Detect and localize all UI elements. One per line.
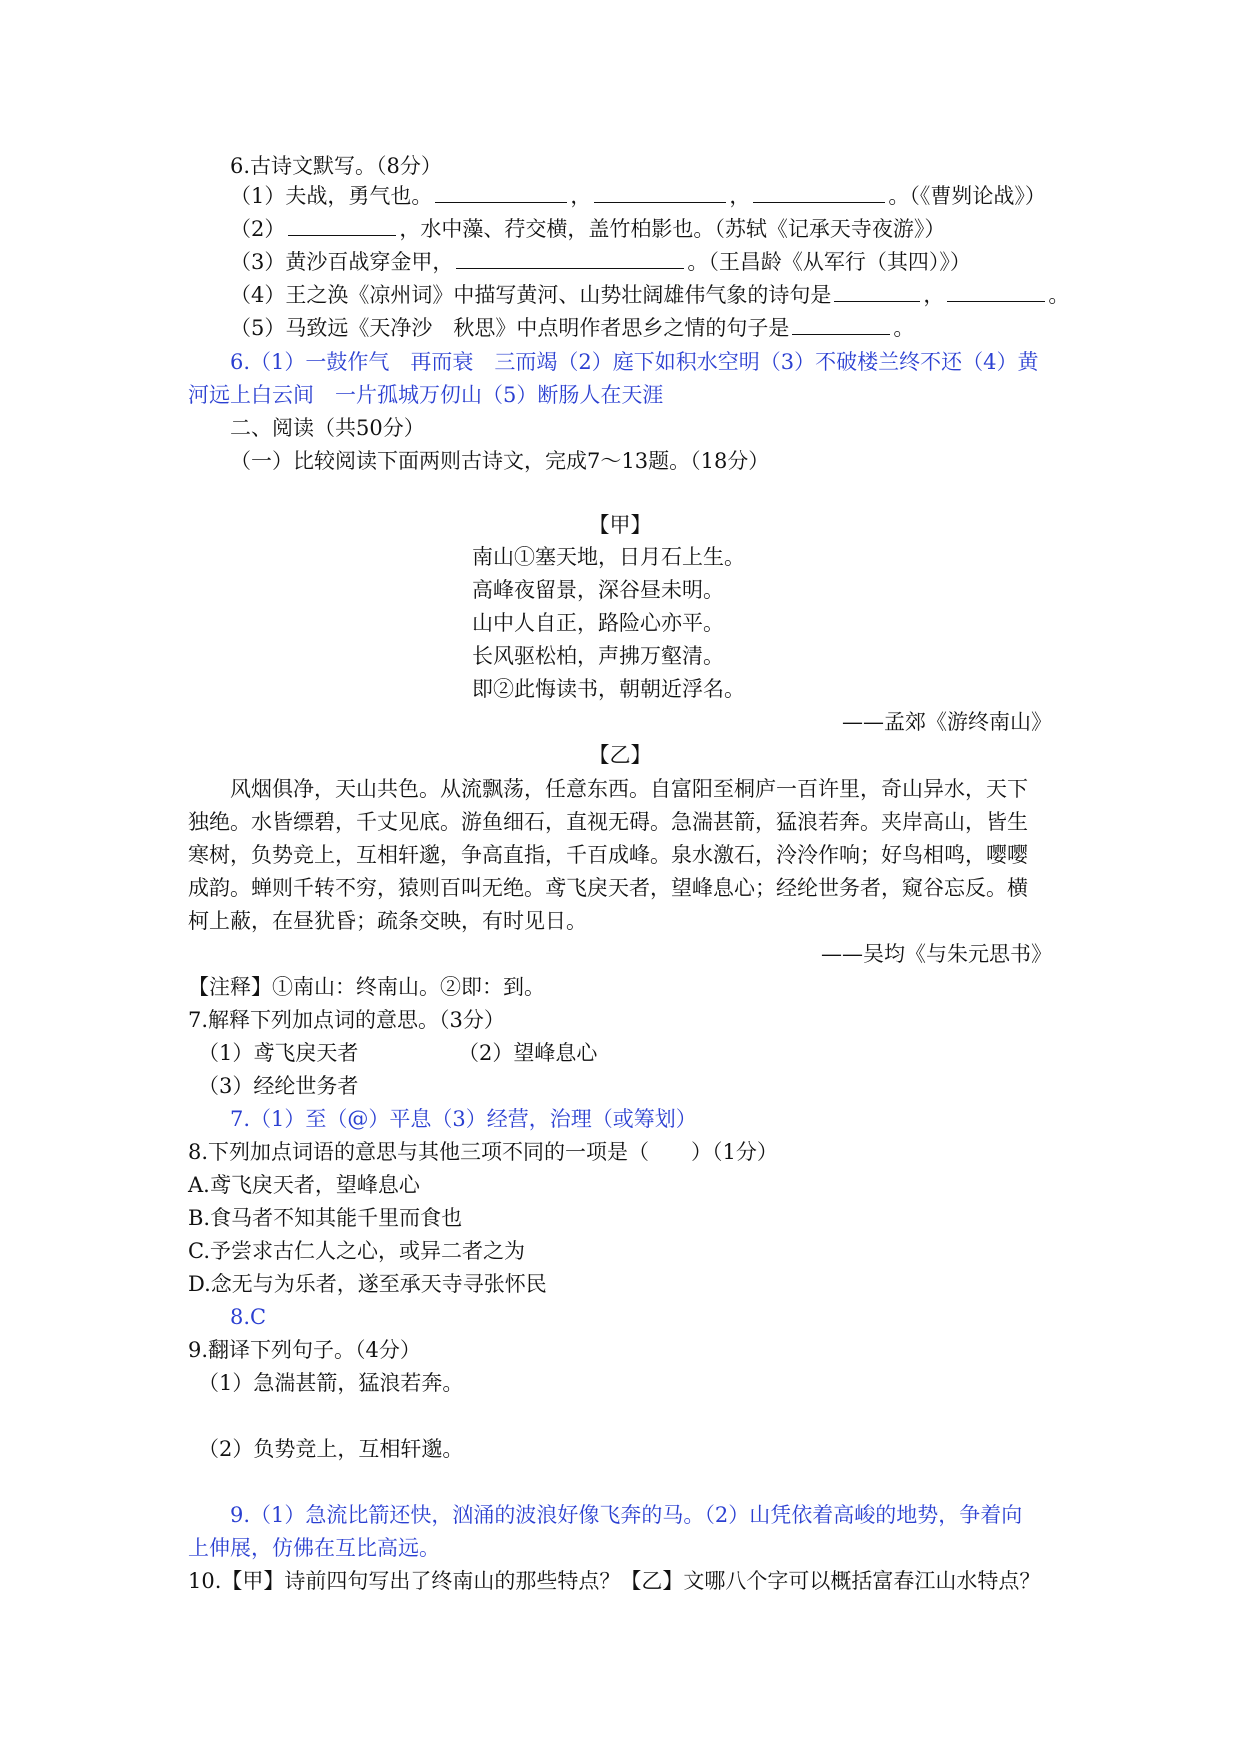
answer-blank[interactable] xyxy=(456,248,684,269)
prose-line: 成韵。蝉则千转不穷，猿则百叫无绝。鸢飞戾天者，望峰息心；经纶世务者，窥谷忘反。横 xyxy=(188,876,1028,900)
q8-answer: 8.C xyxy=(230,1305,267,1329)
answer-blank[interactable] xyxy=(947,281,1045,302)
annotation-note: 【注释】①南山：终南山。②即：到。 xyxy=(188,975,545,999)
q9-answer-line-1: 9.（1）急流比箭还快，汹涌的波浪好像飞奔的马。（2）山凭依着高峻的地势，争着向 xyxy=(230,1503,1023,1527)
q10-title: 10.【甲】诗前四句写出了终南山的那些特点？【乙】文哪八个字可以概括富春江山水特点？ xyxy=(188,1569,1041,1593)
poem-line: 南山①塞天地，日月石上生。 xyxy=(472,545,745,569)
q9-item-2: （2）负势竞上，互相轩邈。 xyxy=(198,1437,464,1461)
q6-answer-line-2: 河远上白云间 一片孤城万仞山（5）断肠人在天涯 xyxy=(188,383,664,407)
section-heading: 二、阅读（共50分） xyxy=(230,416,425,440)
q7-item-2: （2）望峰息心 xyxy=(458,1041,598,1065)
q7-item-1: （1）鸢飞戾天者 xyxy=(198,1041,359,1065)
answer-blank[interactable] xyxy=(834,281,920,302)
section-subheading: （一）比较阅读下面两则古诗文，完成7～13题。（18分） xyxy=(230,449,770,473)
poem-author: ——孟郊《游终南山》 xyxy=(842,710,1052,734)
prose-line: 独绝。水皆缥碧，千丈见底。游鱼细石，直视无碍。急湍甚箭，猛浪若奔。夹岸高山，皆生 xyxy=(188,810,1028,834)
q6-answer-line-1: 6.（1）一鼓作气 再而衰 三而竭（2）庭下如积水空明（3）不破楼兰终不还（4）黄 xyxy=(230,350,1039,374)
q8-option-d: D.念无与为乐者，遂至承天寺寻张怀民 xyxy=(188,1272,547,1296)
q9-answer-line-2: 上伸展，仿佛在互比高远。 xyxy=(188,1536,440,1560)
prose-line: 寒树，负势竞上，互相轩邈，争高直指，千百成峰。泉水激石，泠泠作响；好鸟相鸣，嘤嘤 xyxy=(188,843,1028,867)
q9-item-1: （1）急湍甚箭，猛浪若奔。 xyxy=(198,1371,464,1395)
poem-line: 长风驱松柏，声拂万壑清。 xyxy=(472,644,724,668)
q8-option-c: C.予尝求古仁人之心，或异二者之为 xyxy=(188,1239,525,1263)
poem-line: 即②此悔读书，朝朝近浮名。 xyxy=(472,677,745,701)
q6-title: 6.古诗文默写。（8分） xyxy=(230,154,442,178)
q7-title: 7.解释下列加点词的意思。（3分） xyxy=(188,1008,505,1032)
q6-item-5: （5）马致远《天净沙 秋思》中点明作者思乡之情的句子是 。 xyxy=(230,316,915,340)
prose-label: 【乙】 xyxy=(588,743,652,767)
q7-item-3: （3）经纶世务者 xyxy=(198,1074,359,1098)
q6-item-2: （2） ，水中藻、荇交横，盖竹柏影也。（苏轼《记承天寺夜游》） xyxy=(230,217,946,241)
q6-item-3: （3）黄沙百战穿金甲， 。（王昌龄《从军行（其四）》） xyxy=(230,250,971,274)
q8-option-b: B.食马者不知其能千里而食也 xyxy=(188,1206,463,1230)
answer-blank[interactable] xyxy=(288,215,396,236)
answer-blank[interactable] xyxy=(792,314,890,335)
prose-line: 柯上蔽，在昼犹昏；疏条交映，有时见日。 xyxy=(188,909,587,933)
answer-blank[interactable] xyxy=(435,182,567,203)
q7-answer: 7.（1）至（@）平息（3）经营，治理（或筹划） xyxy=(230,1107,697,1131)
prose-line: 风烟俱净，天山共色。从流飘荡，任意东西。自富阳至桐庐一百许里，奇山异水，天下 xyxy=(230,777,1028,801)
q8-title: 8.下列加点词语的意思与其他三项不同的一项是（ ）（1分） xyxy=(188,1140,778,1164)
q6-item-4: （4）王之涣《凉州词》中描写黄河、山势壮阔雄伟气象的诗句是 ， 。 xyxy=(230,283,1070,307)
poem-line: 高峰夜留景，深谷昼未明。 xyxy=(472,578,724,602)
poem-label: 【甲】 xyxy=(588,513,652,537)
answer-blank[interactable] xyxy=(594,182,726,203)
poem-line: 山中人自正，路险心亦平。 xyxy=(472,611,724,635)
q8-option-a: A.鸢飞戾天者，望峰息心 xyxy=(188,1173,420,1197)
q6-item-1: （1）夫战，勇气也。 ， ， 。（《曹刿论战》） xyxy=(230,184,1046,208)
answer-blank[interactable] xyxy=(753,182,885,203)
q9-title: 9.翻译下列句子。（4分） xyxy=(188,1338,421,1362)
prose-author: ——吴均《与朱元思书》 xyxy=(821,942,1052,966)
